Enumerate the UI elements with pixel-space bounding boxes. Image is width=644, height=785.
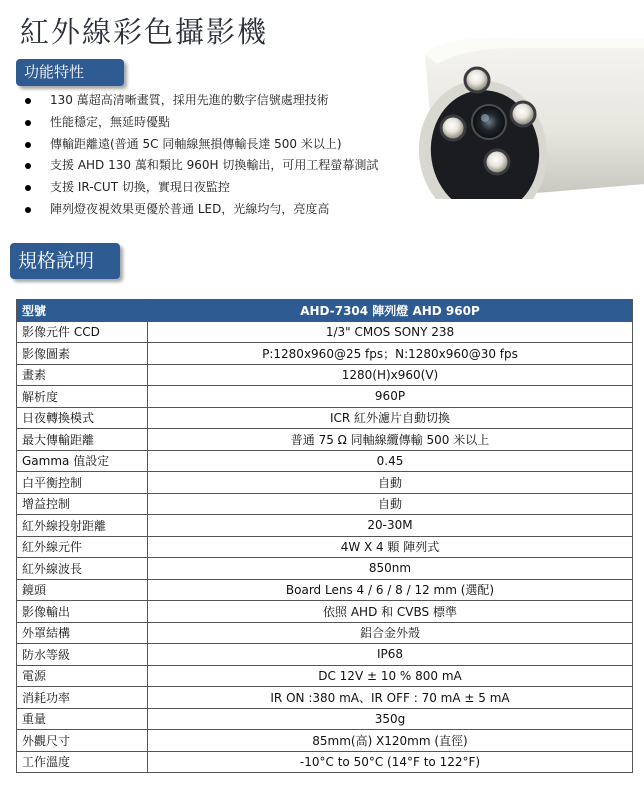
feature-item: 130 萬超高清晰畫質，採用先進的數字信號處理技術 [22, 90, 378, 112]
row-label: 日夜轉換模式 [17, 407, 148, 429]
table-row [17, 536, 633, 558]
row-value: DC 12V ± 10 % 800 mA [148, 665, 633, 687]
row-label: 消耗功率 [17, 687, 148, 709]
page-title: 紅外線彩色攝影機 [20, 15, 269, 49]
table-row [17, 386, 633, 408]
feature-item: 陣列燈夜視效果更優於普通 LED，光線均勻，亮度高 [22, 199, 378, 221]
row-value: 普通 75 Ω 同軸線纜傳輸 500 米以上 [148, 429, 633, 451]
row-label: 電源 [17, 665, 148, 687]
table-row [17, 665, 633, 687]
table-row [17, 708, 633, 730]
features-list [22, 90, 378, 221]
row-value: Board Lens 4 / 6 / 8 / 12 mm (選配) [148, 579, 633, 601]
row-value: P:1280x960@25 fps；N:1280x960@30 fps [148, 343, 633, 365]
row-label: 外罩結構 [17, 622, 148, 644]
row-value: 1280(H)x960(V) [148, 364, 633, 386]
table-row [17, 622, 633, 644]
feature-item: 支援 IR-CUT 切換，實現日夜監控 [22, 177, 378, 199]
feature-item: 性能穩定，無延時優點 [22, 112, 378, 134]
row-label: 防水等級 [17, 644, 148, 666]
table-row [17, 644, 633, 666]
row-value: 依照 AHD 和 CVBS 標準 [148, 601, 633, 623]
row-value: IP68 [148, 644, 633, 666]
table-row [17, 450, 633, 472]
table-row [17, 515, 633, 537]
row-label: 紅外線投射距離 [17, 515, 148, 537]
row-value: ICR 紅外濾片自動切換 [148, 407, 633, 429]
table-row [17, 321, 633, 343]
feature-item: 支援 AHD 130 萬和類比 960H 切換輸出，可用工程螢幕測試 [22, 155, 378, 177]
row-value: 0.45 [148, 450, 633, 472]
table-row [17, 751, 633, 773]
row-label: 紅外線波長 [17, 558, 148, 580]
table-row [17, 687, 633, 709]
row-value: 960P [148, 386, 633, 408]
table-row [17, 429, 633, 451]
row-label: 影像元件 CCD [17, 321, 148, 343]
row-value: IR ON :380 mA、IR OFF : 70 mA ± 5 mA [148, 687, 633, 709]
table-row [17, 730, 633, 752]
table-row [17, 407, 633, 429]
row-value: 自動 [148, 472, 633, 494]
table-row [17, 579, 633, 601]
row-value: 350g [148, 708, 633, 730]
row-value: 850nm [148, 558, 633, 580]
table-row [17, 601, 633, 623]
table-row [17, 472, 633, 494]
table-row [17, 558, 633, 580]
features-heading: 功能特性 [16, 59, 124, 86]
feature-item: 傳輸距離遠(普通 5C 同軸線無損傳輸長達 500 米以上) [22, 134, 378, 156]
row-value: 自動 [148, 493, 633, 515]
camera-image [405, 34, 644, 199]
row-label: 工作溫度 [17, 751, 148, 773]
row-label: 最大傳輸距離 [17, 429, 148, 451]
specs-heading: 規格說明 [10, 243, 120, 279]
row-value: 4W X 4 顆 陣列式 [148, 536, 633, 558]
row-label: Gamma 值設定 [17, 450, 148, 472]
table-row [17, 343, 633, 365]
table-row [17, 493, 633, 515]
row-value: -10°C to 50°C (14°F to 122°F) [148, 751, 633, 773]
row-label: 影像輸出 [17, 601, 148, 623]
row-value: 鋁合金外殼 [148, 622, 633, 644]
row-label: 鏡頭 [17, 579, 148, 601]
row-label: 重量 [17, 708, 148, 730]
row-label: 解析度 [17, 386, 148, 408]
header-model: AHD-7304 陣列燈 AHD 960P [148, 300, 633, 322]
table-header-row [17, 300, 633, 322]
row-value: 20-30M [148, 515, 633, 537]
row-label: 紅外線元件 [17, 536, 148, 558]
row-label: 增益控制 [17, 493, 148, 515]
row-label: 畫素 [17, 364, 148, 386]
row-value: 1/3" CMOS SONY 238 [148, 321, 633, 343]
row-label: 外觀尺寸 [17, 730, 148, 752]
header-label: 型號 [17, 300, 148, 322]
table-row [17, 364, 633, 386]
spec-table [16, 299, 633, 773]
row-value: 85mm(高) X120mm (直徑) [148, 730, 633, 752]
row-label: 白平衡控制 [17, 472, 148, 494]
row-label: 影像圖素 [17, 343, 148, 365]
